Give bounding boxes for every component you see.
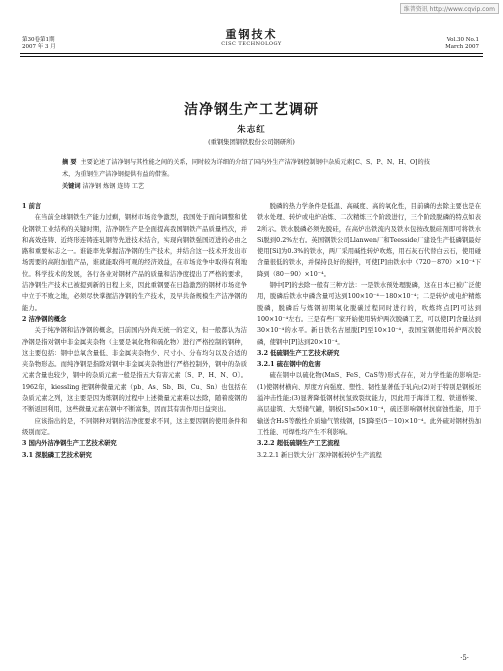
logo-chinese: 重钢技术 [225, 28, 278, 41]
header-rule-thin [20, 56, 483, 57]
date-label: 2007 年 3 月 [22, 44, 56, 50]
section-heading: 3.2.2 超低硫钢生产工艺流程 [257, 440, 340, 448]
journal-issue-info-en [445, 37, 479, 51]
abstract-block [62, 157, 442, 193]
body-paragraph: 脱磷的热力学条件是低温、高碱度、高的氧化性，目前磷的去除主要也是在铁水处理、转炉或电炉冶炼、二次精炼三个阶段进行，三个阶段脱磷的特点如表2所示。铁水脱磷必须先脱硅，在高炉出铁流内及铁水包按改脱硅剂即可将铁水Si脱到0.2%左右。英国钢铁公司Llanwen厂和Teesside厂建设生产低磷钢最好使用[Si]为0.3%的铁水，两厂采用碱性转炉吹炼，用石灰石代替白云石，使用碰含量很低的铁水，并保持良好的搅拌，可使[P]由铁水中（720－870）×10⁻⁴下降到（80－90）×10⁻⁴。 [257, 203, 481, 278]
keywords-label: 关键词 [62, 183, 81, 190]
article-title: 洁净钢生产工艺调研 [184, 102, 319, 118]
author-affiliation: (重钢集团钢铁股份公司钢研所) [208, 139, 295, 146]
watermark: 维普资讯 http://www.cqvip.com [400, 3, 499, 14]
right-column [257, 201, 481, 461]
section-heading: 3.1 深脱磷工艺技术研究 [22, 451, 92, 459]
keywords-line [62, 181, 442, 193]
left-column [22, 201, 247, 461]
body-paragraph: 硫在钢中以硫化物(MnS、FeS、CaS等)形式存在，对力学性能的影响是:(1)使钢材横向、厚度方向强度、塑性、韧性显著低于轧向;(2)对于特别是钢板坯溢冲击性能;(3)显著降低钢材抗氢致裂纹能力，因此用于海洋工程、铁道桥梁、高层建筑、大型储气罐，钢板[S]≤50×10⁻⁴，硫还影响钢材抗腐蚀性能，用于输送含H₂S等酸性介质输气管线钢，[S]降至(5－10)×10⁻⁴。此外硫对钢材热加工性能、可焊性均产生不利影响。 [257, 372, 481, 436]
date-label-en: March 2007 [445, 44, 479, 50]
logo-english: CISC TECHNOLOGY [221, 41, 282, 47]
keywords-text: 洁净钢 炼钢 连铸 工艺 [82, 183, 145, 190]
abstract-label: 摘 要 [62, 159, 77, 166]
subsection-heading: 3.2.2.1 新日铁大分厂深冲钢板转炉生产流程 [257, 451, 382, 459]
abstract-text: 主要论述了洁净钢与其性能之间的关系，同时较为详细的介绍了国内外生产洁净钢控制钢中杂质元素[C、S、P、N、H、O]的技术，为重钢生产洁净钢提供有益的借鉴。 [62, 159, 430, 178]
volume-label: 第30卷第1期 [22, 37, 55, 43]
journal-logo [0, 26, 503, 47]
body-paragraph: 在当前全球钢铁生产能力过剩，钢材市场竞争激烈，我国处于面向调整和优化钢铁工业结构的关键时期，洁净钢生产是全面提高我国钢铁产品质量档次，并和高效连铸、近终形连铸连轧钢等先进技术结合，实现向钢铁强国迈进的必由之路和重要标志之一。谁能率先掌握洁净钢的生产技术，并结合这一技术开发出市场需要的高附加值产品，谁就能取得可观的经济效益，在市场竞争中取得有利地位。科学技术的发展，各行各业对钢材产品的质量和洁净度提出了严格的要求，洁净钢生产技术已被提到新的日程上来，因此重钢要在日趋激烈的钢材市场竞争中立于不败之地，必须尽快掌握洁净钢的生产技术，及早共备规模生产洁净钢的能力。 [22, 214, 247, 312]
volume-label-en: Vol.30 No.1 [446, 37, 479, 43]
article-author: 朱志红 [237, 125, 266, 135]
section-heading: 1 前言 [22, 203, 42, 210]
section-heading: 3.2 低硫钢生产工艺技术研究 [257, 349, 340, 357]
body-paragraph: 应该指出的是，不同钢种对钢的洁净度要求不同，这主要因钢的使用条件和级别而定。 [22, 417, 247, 436]
section-heading: 3.2.1 硫在钢中的危害 [257, 361, 321, 369]
section-heading: 3 国内外洁净钢生产工艺技术研究 [22, 440, 117, 448]
section-heading: 2 洁净钢的概念 [22, 315, 67, 323]
body-paragraph: 关于纯净钢和洁净钢的概念，目前国内外尚无统一的定义，但一般都认为洁净钢是指对钢中非金属夹杂物（主要是氧化物和硫化物）进行严格控制的钢种，这主要包括：钢中总氧含量低、非金属夹杂物少、尺寸小、分布均匀以及合适的夹杂物形态。而纯净钢是指除对钢中非金属夹杂物进行严格控制外，钢中的杂质元素含量也较少，钢中的杂质元素一般是指五大有害元素〔S、P、H、N、O〕。1962年，kiessling 把钢种微量元素（pb、As、Sb、Bi、Cu、Sn）也包括在杂质元素之列，这主要是因为炼钢的过程中上述微量元素难以去除，随着废钢的不断返回利用，这些微量元素在钢中不断富集，因而其有害作用日益突出。 [22, 327, 247, 414]
abstract-paragraph [62, 157, 442, 181]
body-paragraph: 钢中[P]的去除一般有三种方法：一是铁水预处理脱磷，这在日本已被广泛使用，脱磷后铁水中磷含量可达到100×10⁻⁴－180×10⁻⁴；二是转炉或电炉精炼脱磷，脱磷后与炼钢初期氧化脱碳过程同时进行的，吹炼终点[P]可达到100×10⁻⁴左右。三是有些厂家开始使用转炉两次脱磷工艺，可以使[P]含量达到30×10⁻⁴的水平。新日铁名古屋脱[P]至10×10⁻⁴，我国宝钢使用转炉两次脱磷，使钢中[P]达到20×10⁻⁴。 [257, 282, 481, 346]
header-rule-thick [20, 53, 483, 54]
page-number: ·5· [460, 654, 469, 662]
